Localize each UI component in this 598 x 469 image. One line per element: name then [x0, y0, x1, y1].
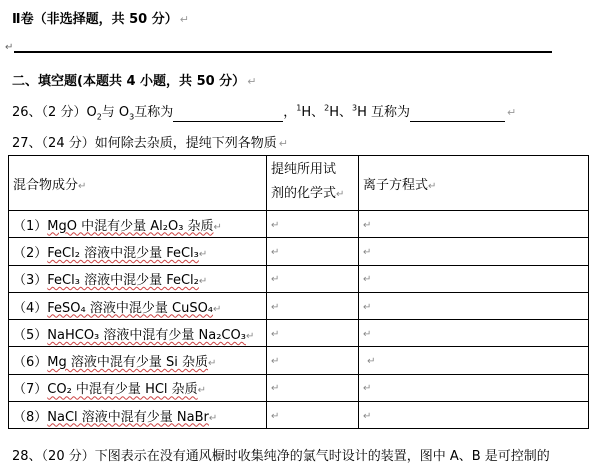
- paragraph-mark-icon: ↵: [363, 219, 372, 231]
- reagent-cell[interactable]: [267, 320, 359, 347]
- paragraph-mark-icon: ↵: [428, 180, 437, 192]
- mixture-cell: （5）NaHCO₃ 溶液中混有少量 Na₂CO₃↵: [9, 320, 267, 347]
- paragraph-mark-icon: ↵: [213, 303, 222, 315]
- equation-cell[interactable]: [359, 402, 589, 429]
- equation-cell[interactable]: [359, 265, 589, 292]
- paragraph-mark-icon: ↵: [271, 219, 280, 231]
- paragraph-mark-icon: ↵: [213, 221, 222, 233]
- header-ionic-equation: 离子方程式↵: [359, 156, 589, 211]
- question-27: 27、（24 分）如何除去杂质，提纯下列各物质 ↵: [12, 136, 288, 151]
- question-28: 28、（20 分）下图表示在没有通风橱时收集纯净的氯气时设计的装置，图中 A、B 是可控制的: [12, 449, 550, 464]
- paragraph-mark-icon: ↵: [271, 383, 280, 395]
- paragraph-mark-icon: ↵: [271, 356, 280, 368]
- table-row: [9, 374, 589, 401]
- equation-cell[interactable]: [359, 292, 589, 319]
- paragraph-mark-icon: ↵: [336, 189, 345, 200]
- paragraph-mark-icon: ↵: [271, 410, 280, 422]
- table-row: [9, 402, 589, 429]
- mixture-cell: （4）FeSO₄ 溶液中混少量 CuSO₄↵: [9, 292, 267, 319]
- header-mixture: 混合物成分↵: [9, 156, 267, 211]
- paragraph-mark-icon: ↵: [363, 246, 372, 258]
- mixture-cell: （7）CO₂ 中混有少量 HCl 杂质↵: [9, 374, 267, 401]
- reagent-cell[interactable]: [267, 265, 359, 292]
- equation-cell[interactable]: [359, 374, 589, 401]
- paragraph-mark-icon: ↵: [198, 248, 208, 260]
- paragraph-mark-icon: ↵: [363, 410, 372, 422]
- section-title: Ⅱ卷（非选择题，共 50 分） ↵: [12, 12, 189, 27]
- paragraph-mark-icon: ↵: [271, 301, 280, 313]
- equation-cell[interactable]: [359, 320, 589, 347]
- reagent-cell[interactable]: [267, 347, 359, 374]
- paragraph-mark-icon: ↵: [271, 328, 280, 340]
- answer-blank-1[interactable]: [173, 109, 283, 122]
- answer-blank-2[interactable]: [410, 109, 505, 122]
- reagent-cell[interactable]: [267, 374, 359, 401]
- paragraph-mark-icon: ↵: [208, 412, 218, 424]
- paragraph-mark-icon: ↵: [179, 13, 189, 26]
- table-row: [9, 292, 589, 319]
- purification-table: [8, 155, 589, 429]
- reagent-cell[interactable]: [267, 292, 359, 319]
- equation-cell[interactable]: [359, 347, 589, 374]
- part-title: 二、填空题(本题共 4 小题，共 50 分） ↵: [12, 74, 257, 89]
- paragraph-mark-icon: ↵: [78, 180, 87, 192]
- paragraph-mark-icon: ↵: [245, 330, 255, 342]
- equation-cell[interactable]: [359, 211, 589, 238]
- table-row: [9, 211, 589, 238]
- mixture-cell: （3）FeCl₃ 溶液中混少量 FeCl₂↵: [9, 265, 267, 292]
- reagent-cell[interactable]: [267, 402, 359, 429]
- reagent-cell[interactable]: [267, 211, 359, 238]
- header-reagent: 提纯所用试 剂的化学式↵: [267, 156, 359, 211]
- paragraph-mark-icon: ↵: [5, 42, 14, 53]
- paragraph-mark-icon: ↵: [363, 383, 372, 395]
- paragraph-mark-icon: ↵: [507, 106, 517, 119]
- paragraph-mark-icon: ↵: [271, 246, 280, 258]
- table-row: [9, 347, 589, 374]
- table-row: [9, 238, 589, 265]
- paragraph-mark-icon: ↵: [208, 358, 217, 370]
- paragraph-mark-icon: ↵: [363, 274, 372, 286]
- mixture-cell: （8）NaCl 溶液中混有少量 NaBr↵: [9, 402, 267, 429]
- paragraph-mark-icon: ↵: [198, 276, 208, 288]
- paragraph-mark-icon: ↵: [363, 301, 372, 313]
- table-row: [9, 265, 589, 292]
- mixture-cell: （2）FeCl₂ 溶液中混少量 FeCl₃↵: [9, 238, 267, 265]
- equation-cell[interactable]: [359, 238, 589, 265]
- paragraph-mark-icon: ↵: [197, 385, 207, 397]
- paragraph-mark-icon: ↵: [367, 356, 376, 368]
- paragraph-mark-icon: ↵: [363, 328, 372, 340]
- paragraph-mark-icon: ↵: [271, 274, 280, 286]
- paragraph-mark-icon: ↵: [278, 137, 288, 150]
- mixture-cell: （6）Mg 溶液中混有少量 Si 杂质↵: [9, 347, 267, 374]
- horizontal-rule: [14, 51, 552, 53]
- table-header-row: [9, 156, 589, 211]
- reagent-cell[interactable]: [267, 238, 359, 265]
- question-26: 26、（2 分）$O_2$与 $O_3$互称为 ，$^1$H、$^2$H、$^3$H 互称为 ↵: [12, 103, 517, 122]
- paragraph-mark-icon: ↵: [247, 75, 257, 88]
- mixture-cell: （1）MgO 中混有少量 Al₂O₃ 杂质↵: [9, 211, 267, 238]
- table-row: [9, 320, 589, 347]
